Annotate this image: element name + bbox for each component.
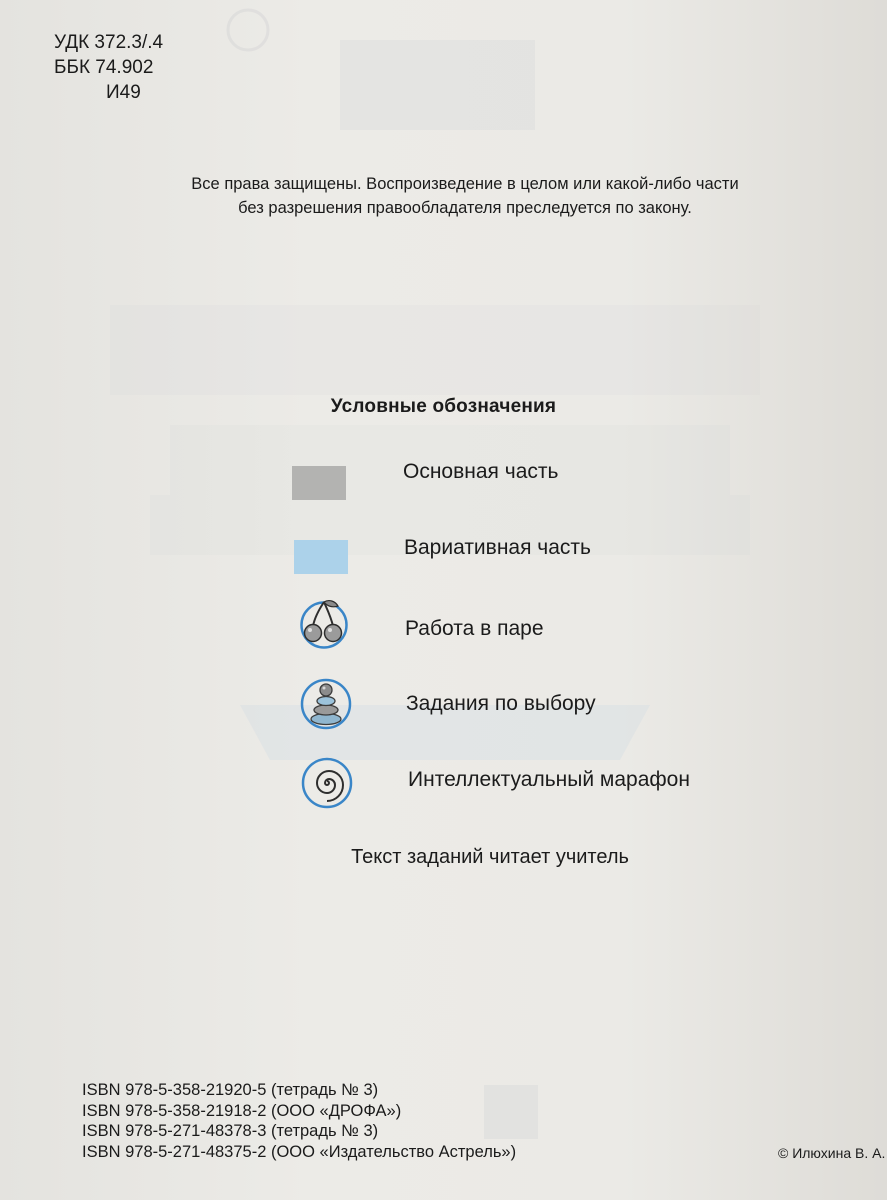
- copyright-notice: © Илюхина В. А.: [778, 1145, 886, 1161]
- author-sign-code: И49: [106, 82, 141, 103]
- rights-notice: [140, 172, 790, 220]
- rights-line-2: без разрешения правообладателя преследуется по закону.: [238, 199, 692, 217]
- legend-label-main-part: Основная часть: [403, 460, 559, 483]
- isbn-list: [82, 1080, 516, 1162]
- stacked-stones-icon: [299, 676, 353, 732]
- udk-code: УДК 372.3/.4: [54, 32, 164, 53]
- legend-label-variative-part: Вариативная часть: [404, 536, 591, 559]
- legend-label-intellectual-marathon: Интеллектуальный марафон: [408, 768, 690, 791]
- catalog-codes: [54, 30, 163, 105]
- legend-title: Условные обозначения: [330, 396, 557, 417]
- cherry-icon: [298, 596, 350, 650]
- legend-label-optional-tasks: Задания по выбору: [406, 692, 596, 715]
- isbn-line: ISBN 978-5-358-21920-5 (тетрадь № 3): [82, 1081, 379, 1099]
- rights-line-1: Все права защищены. Воспроизведение в целом или какой-либо части: [191, 175, 739, 193]
- legend-label-pair-work: Работа в паре: [405, 617, 544, 640]
- blue-swatch: [294, 540, 348, 574]
- teacher-reads-note: Текст заданий читает учитель: [351, 846, 629, 868]
- gray-swatch: [292, 466, 346, 500]
- isbn-line: ISBN 978-5-271-48375-2 (ООО «Издательство Астрель»): [82, 1142, 517, 1161]
- isbn-line: ISBN 978-5-271-48378-3 (тетрадь № 3): [82, 1122, 379, 1140]
- spiral-icon: [300, 756, 354, 810]
- bbk-code: ББК 74.902: [54, 57, 154, 78]
- isbn-line: ISBN 978-5-358-21918-2 (ООО «ДРОФА»): [82, 1101, 402, 1120]
